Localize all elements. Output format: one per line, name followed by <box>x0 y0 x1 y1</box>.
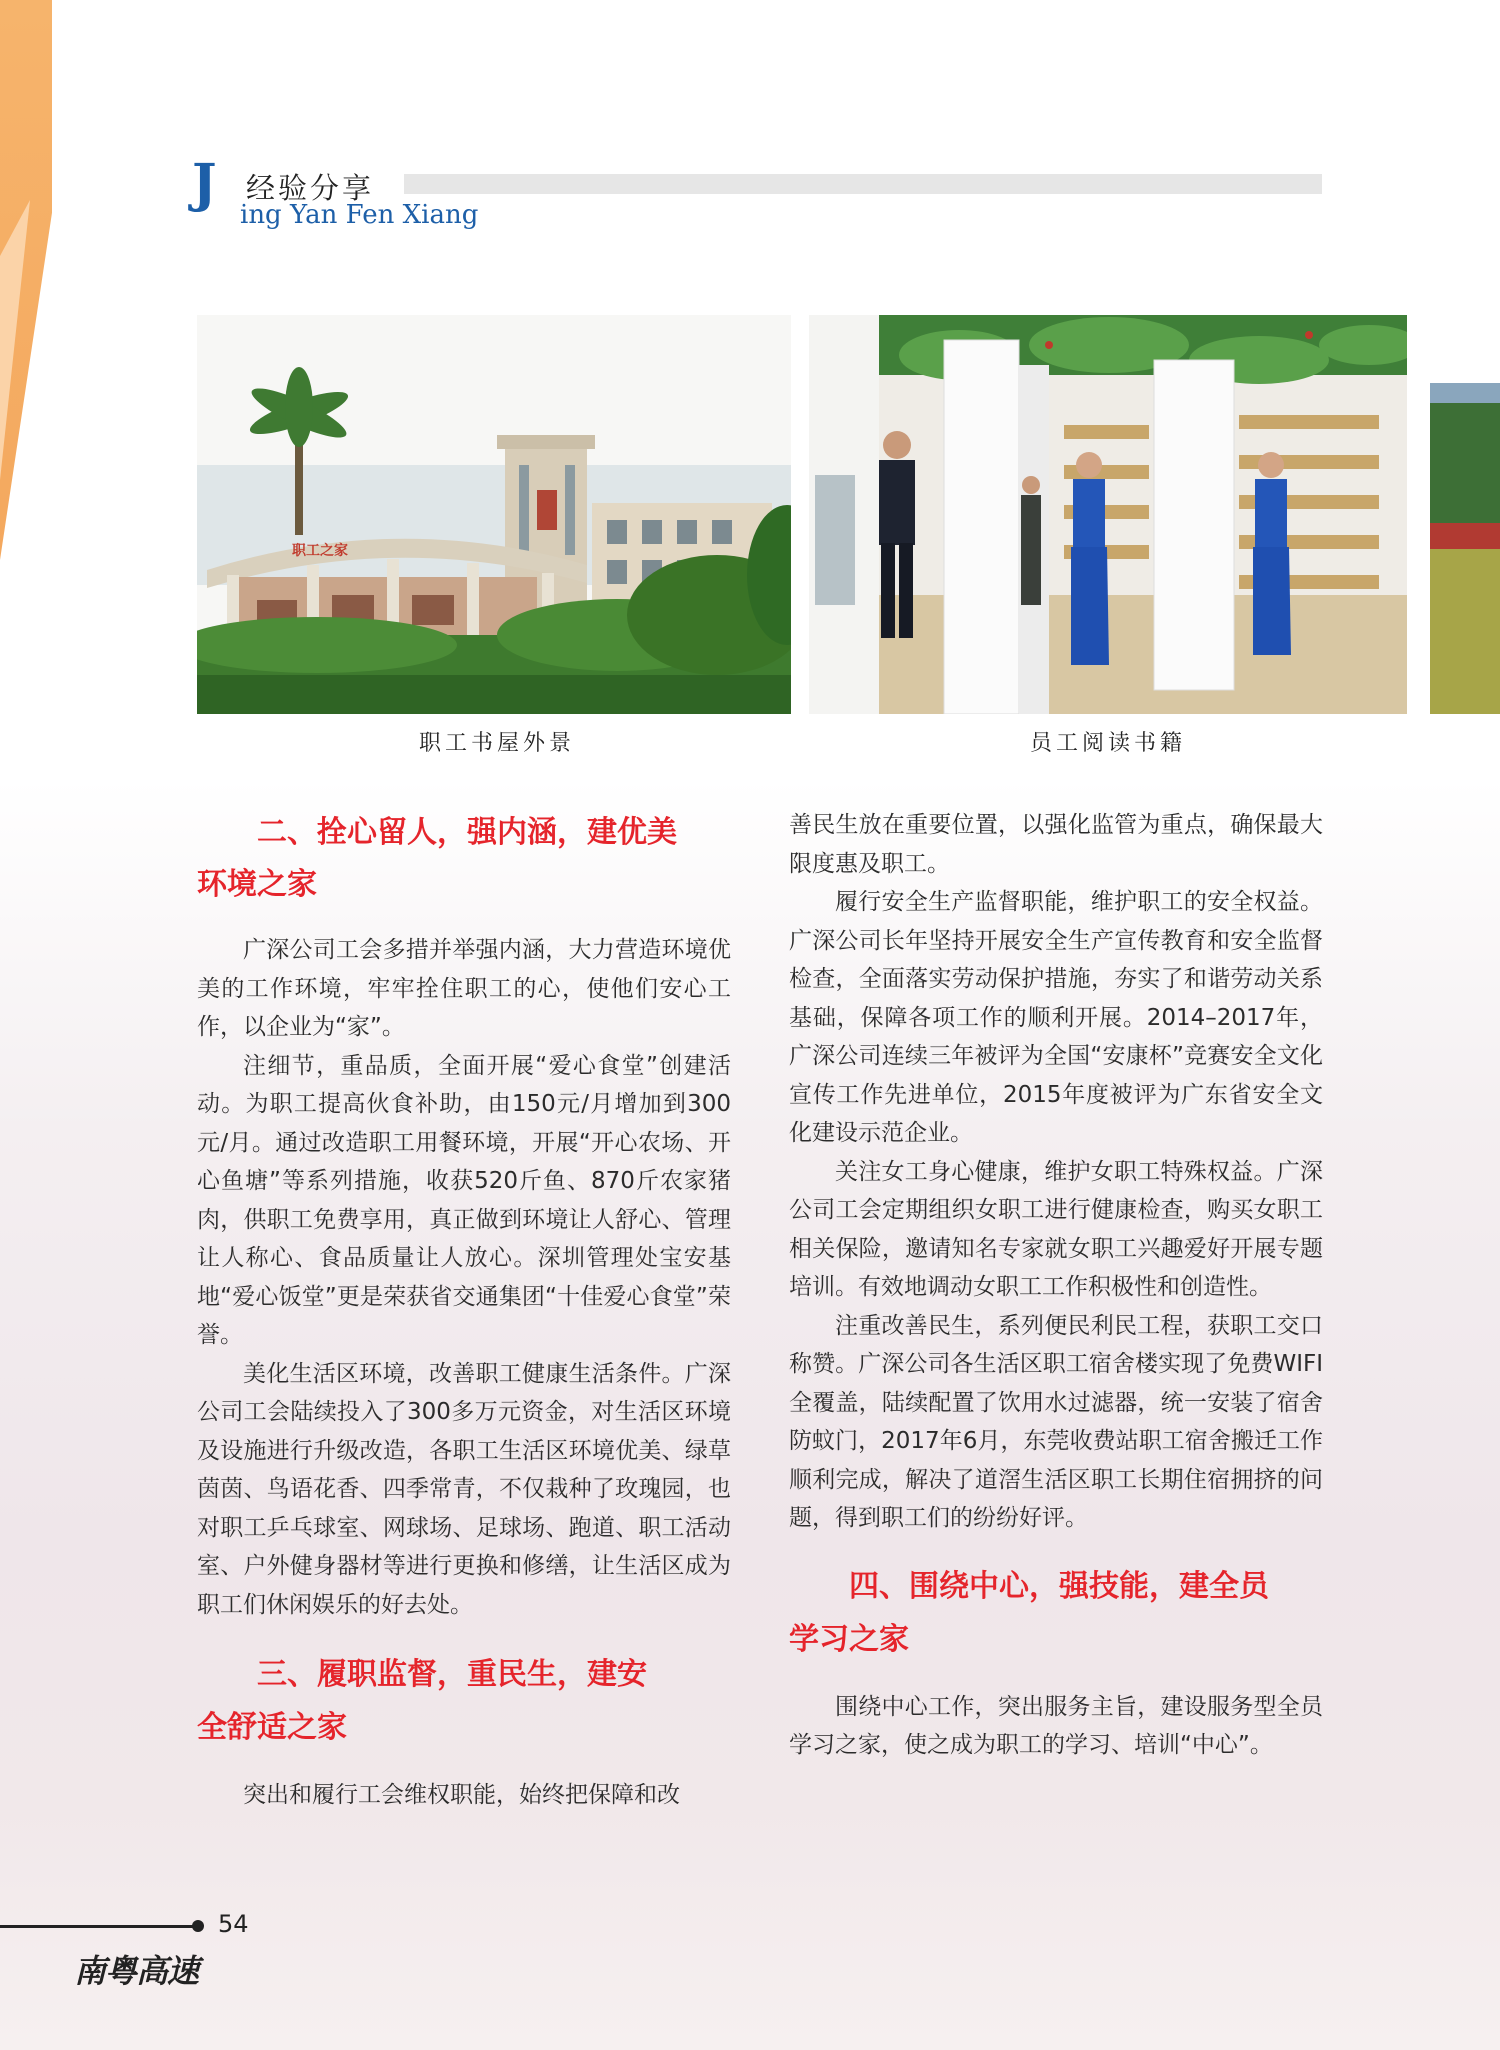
paragraph: 广深公司工会多措并举强内涵，大力营造环境优美的工作环境，牢牢拴住职工的心，使他们安心工作，以企业为“家”。 <box>197 937 731 1040</box>
heading-section-two-line2: 环境之家 <box>197 867 317 902</box>
paragraph: 注重改善民生，系列便民利民工程，获职工交口称赞。广深公司各生活区职工宿舍楼实现了免费WIFI全覆盖，陆续配置了饮用水过滤器，统一安装了宿舍防蚊门，2017年6月，东莞收费站职工宿舍搬迁工作顺利完成，解决了道滘生活区职工长期住宿拥挤的问题，得到职工们的纷纷好评。 <box>789 1312 1323 1531</box>
left-text-column <box>197 806 731 1815</box>
right-text-column <box>789 806 1323 1765</box>
paragraph: 注细节，重品质，全面开展“爱心食堂”创建活动。为职工提高伙食补助，由150元/月增加到300元/月。通过改造职工用餐环境，开展“开心农场、开心鱼塘”等系列措施，收获520斤鱼、870斤农家猪肉，供职工免费享用，真正做到环境让人舒心、管理让人称心、食品质量让人放心。深圳管理处宝安基地“爱心饭堂”更是荣获省交通集团“十佳爱心食堂”荣誉。 <box>197 1052 731 1348</box>
photo-staff-reading <box>809 315 1407 714</box>
heading-section-four-line1: 四、围绕中心，强技能，建全员 <box>849 1568 1269 1604</box>
building-sign-text: 职工之家 <box>292 543 348 559</box>
photo-sports-field-partial <box>1430 383 1500 714</box>
footer-rule <box>0 1925 196 1928</box>
paragraph: 履行安全生产监督职能，维护职工的安全权益。广深公司长年坚持开展安全生产宣传教育和安全监督检查，全面落实劳动保护措施，夯实了和谐劳动关系基础，保障各项工作的顺利开展。2014–2017年，广深公司连续三年被评为全国“安康杯”竞赛安全文化宣传工作先进单位，2015年度被评为广东省安全文化建设示范企业。 <box>789 889 1323 1146</box>
heading-section-four-line2: 学习之家 <box>789 1621 909 1657</box>
paragraph: 围绕中心工作，突出服务主旨，建设服务型全员学习之家，使之成为职工的学习、培训“中心”。 <box>789 1693 1323 1758</box>
paragraph: 美化生活区环境，改善职工健康生活条件。广深公司工会陆续投入了300多万元资金，对生活区环境及设施进行升级改造，各职工生活区环境优美、绿草茵茵、鸟语花香、四季常青，不仅栽种了玫瑰园，也对职工乒乓球室、网球场、足球场、跑道、职工活动室、户外健身器材等进行更换和修缮，让生活区成为职工们休闲娱乐的好去处。 <box>197 1360 731 1618</box>
paragraph: 关注女工身心健康，维护女职工特殊权益。广深公司工会定期组织女职工进行健康检查，购买女职工相关保险，邀请知名专家就女职工兴趣爱好开展专题培训。有效地调动女职工工作积极性和创造性。 <box>789 1158 1323 1300</box>
heading-section-three-line1: 三、履职监督，重民生，建安 <box>257 1657 647 1692</box>
header-bar <box>404 174 1322 194</box>
paragraph: 善民生放在重要位置，以强化监管为重点，确保最大限度惠及职工。 <box>789 812 1323 877</box>
photo-caption-right: 员工阅读书籍 <box>1029 731 1186 756</box>
page-number: 54 <box>218 1910 249 1938</box>
paragraph: 突出和履行工会维权职能，始终把保障和改 <box>243 1782 680 1808</box>
footer-dot <box>192 1920 204 1932</box>
heading-section-two-line1: 二、拴心留人，强内涵，建优美 <box>257 815 677 850</box>
photo-caption-left: 职工书屋外景 <box>418 731 575 756</box>
section-initial-letter: J <box>192 153 217 214</box>
heading-section-three-line2: 全舒适之家 <box>197 1710 347 1745</box>
magazine-logo: 南粤高速 <box>74 1952 199 1990</box>
section-title-pinyin: ing Yan Fen Xiang <box>240 200 479 230</box>
photo-staff-bookhouse-exterior <box>197 315 791 714</box>
section-title: 经验分享 <box>246 171 375 205</box>
